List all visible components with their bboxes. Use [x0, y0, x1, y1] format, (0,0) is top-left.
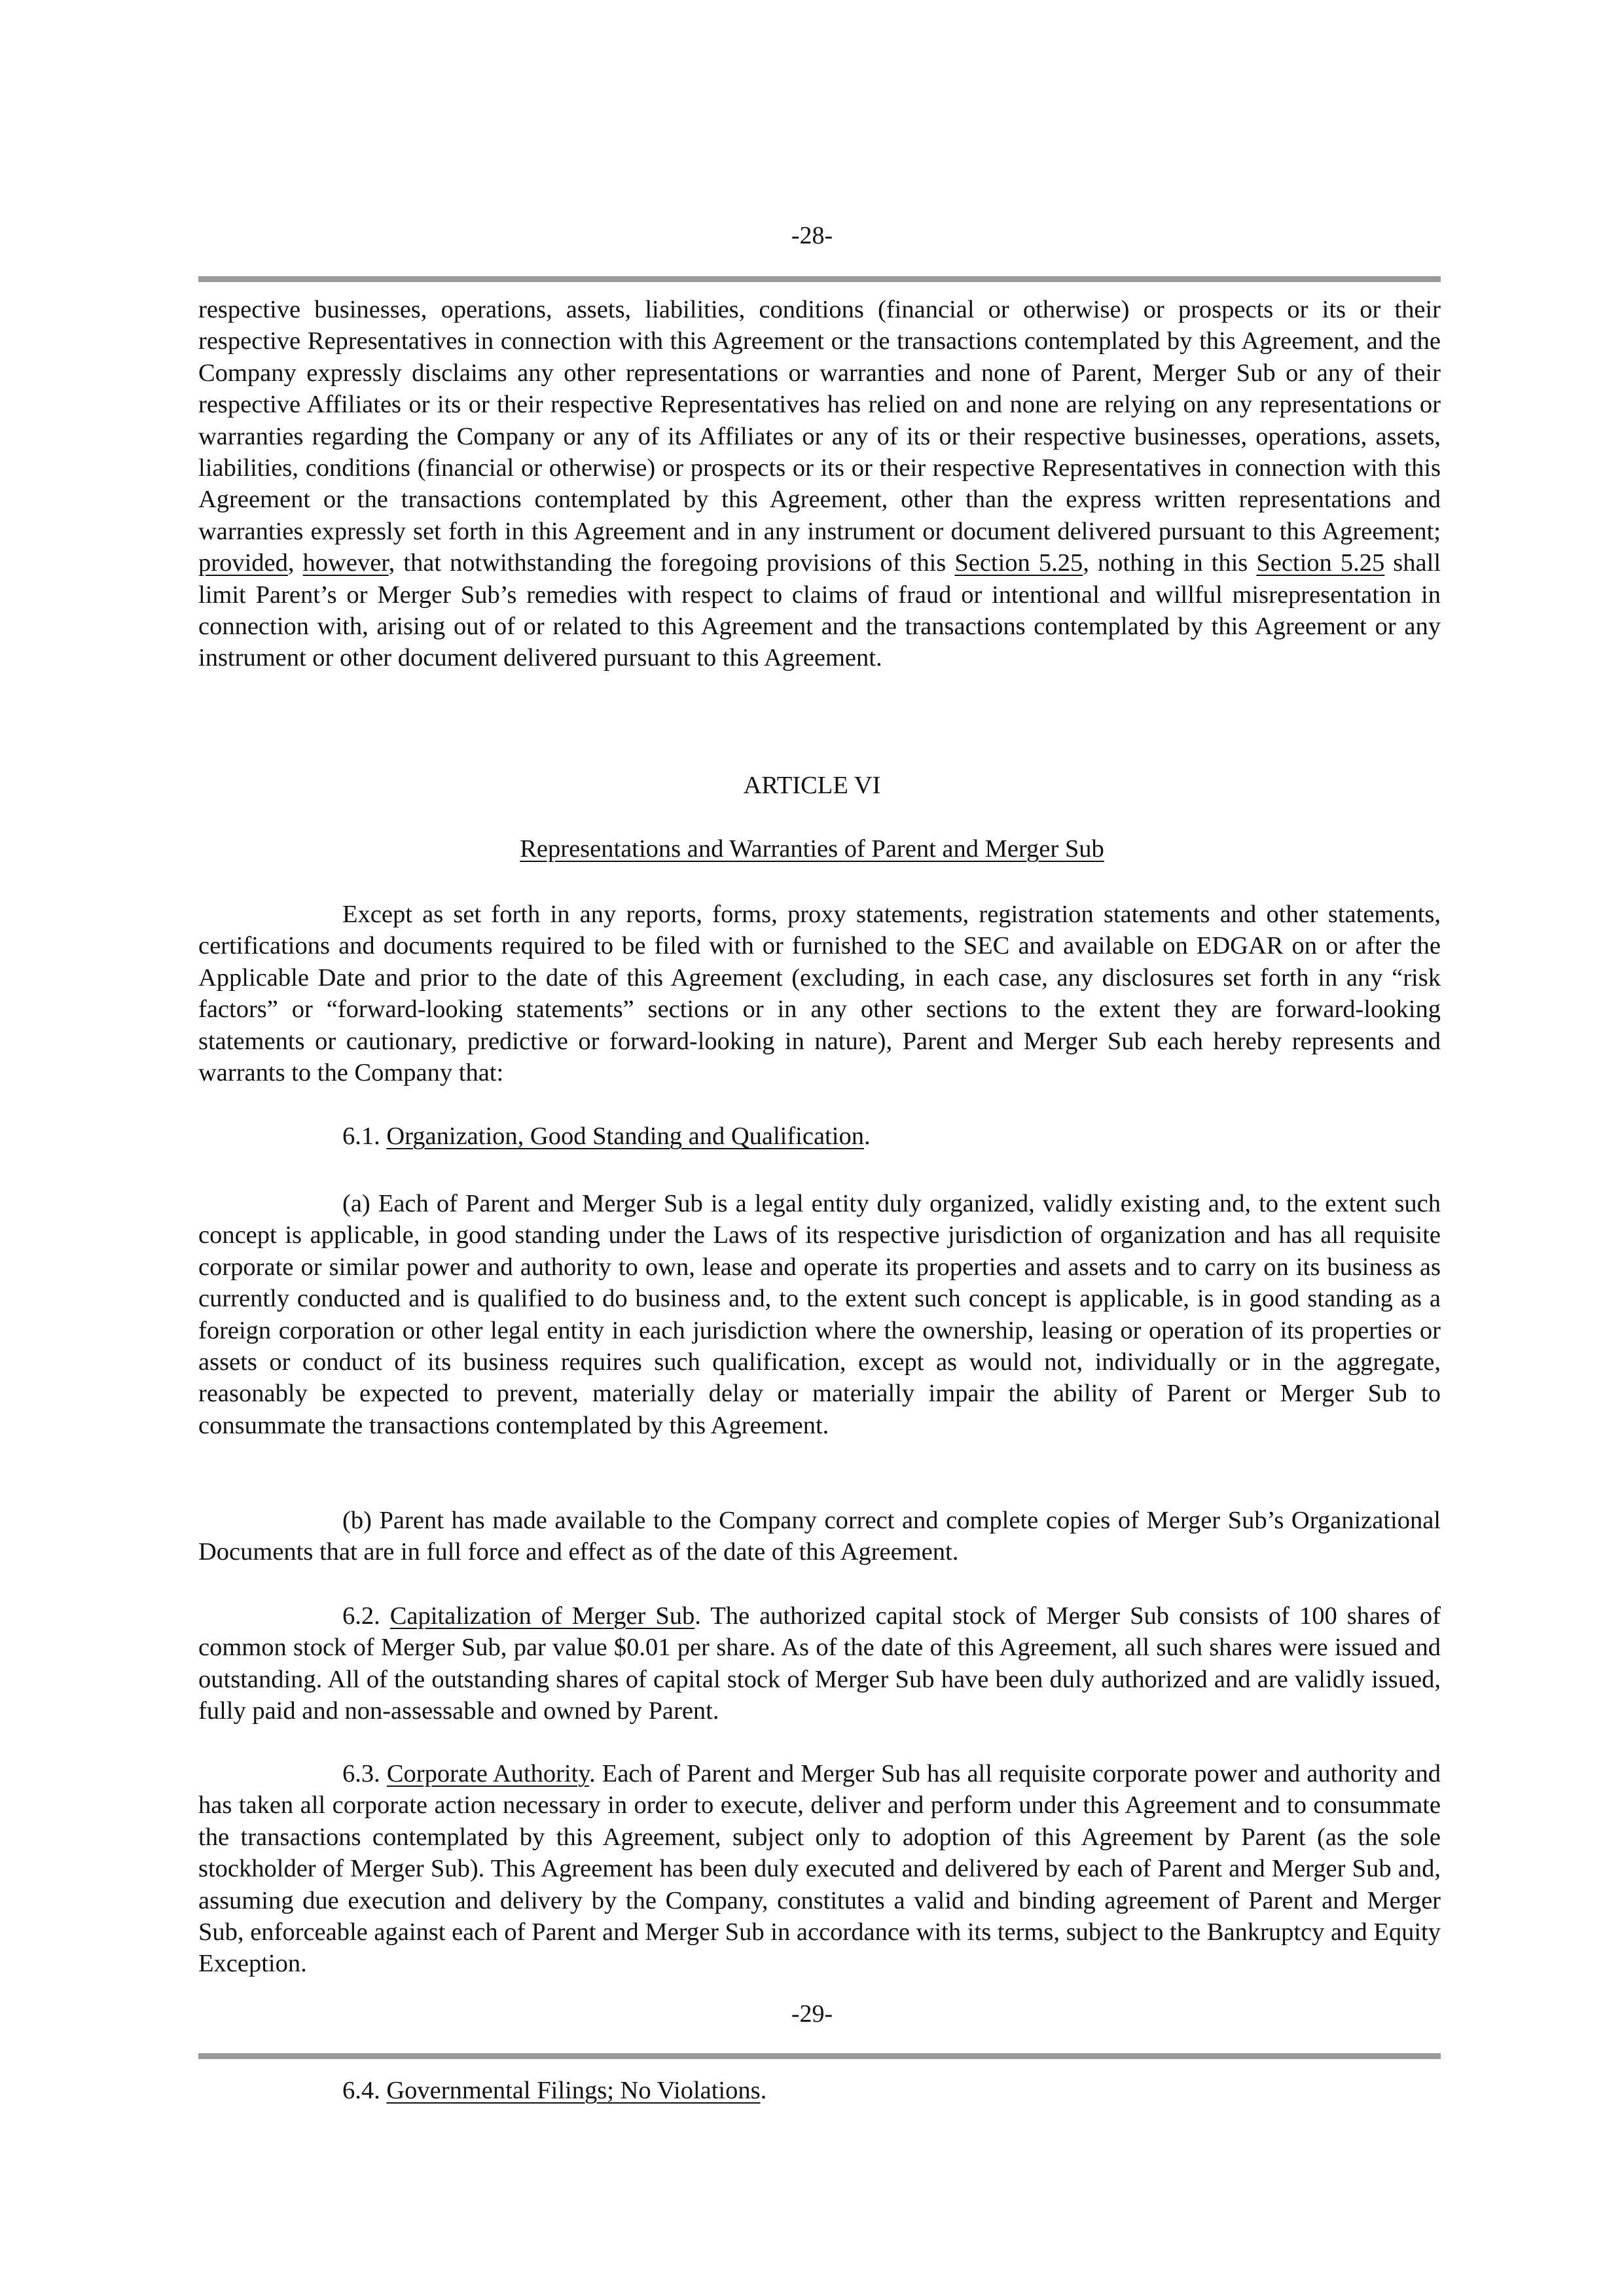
continuation-paragraph	[198, 294, 1441, 674]
section-title: Capitalization of Merger Sub	[389, 1602, 695, 1630]
section-6-1-a-paragraph: (a) Each of Parent and Merger Sub is a legal entity duly organized, validly existing and, to the extent such concept is applicable, in good standing under the Laws of its respective jurisdiction of organization and has all requisite corporate or similar power and authority to own, lease and operate its properties and assets and to carry on its business as currently conducted and is qualified to do business and, to the extent such concept is applicable, is in good standing as a foreign corporation or other legal entity in each jurisdiction where the ownership, leasing or operation of its properties or assets or conduct of its business requires such qualification, except as would not, individually or in the aggregate, reasonably be expected to prevent, materially delay or materially impair the ability of Parent or Merger Sub to consummate the transactions contemplated by this Agreement.	[198, 1190, 1441, 1439]
section-title: Governmental Filings; No Violations	[386, 2077, 761, 2104]
section-number: 6.1.	[342, 1122, 387, 1150]
section-number: 6.2.	[342, 1602, 390, 1630]
section-6-4-heading	[342, 2075, 767, 2106]
section-number: 6.3.	[342, 1760, 387, 1787]
article-title	[0, 833, 1624, 865]
page-separator-rule-top	[198, 276, 1441, 282]
section-reference-link[interactable]: Section 5.25	[1256, 549, 1385, 577]
page-number-29: -29-	[791, 2000, 833, 2028]
continuation-text-3: , nothing in this	[1083, 549, 1257, 577]
section-6-2-paragraph	[198, 1600, 1441, 1727]
section-period: .	[760, 2077, 767, 2104]
section-reference-link[interactable]: Section 5.25	[954, 549, 1083, 577]
provided-term: provided	[198, 549, 288, 577]
section-body: . Each of Parent and Merger Sub has all requisite corporate power and authority and has taken all corporate action necessary in order to execute, deliver and perform under this Agreement and to consummate the transactions contemplated by this Agreement, subject only to adoption of this Agreement by Parent (as the sole stockholder of Merger Sub). This Agreement has been duly executed and delivered by each of Parent and Merger Sub and, assuming due execution and delivery by the Company, constitutes a valid and binding agreement of Parent and Merger Sub, enforceable against each of Parent and Merger Sub in accordance with its terms, subject to the Bankruptcy and Equity Exception.	[198, 1760, 1441, 1978]
section-6-1-heading	[342, 1121, 871, 1152]
section-number: 6.4.	[342, 2077, 387, 2104]
section-title: Corporate Authority	[386, 1760, 590, 1787]
section-6-3-paragraph	[198, 1758, 1441, 1980]
continuation-text-1: respective businesses, operations, assets, liabilities, conditions (financial or otherwise) or prospects or its or their respective Representatives in connection with this Agreement or the transactions contemplated by this Agreement, and the Company expressly disclaims any other representations or warranties and none of Parent, Merger Sub or any of their respective Affiliates or its or their respective Representatives has relied on and none are relying on any representations or warranties regarding the Company or any of its Affiliates or any of its or their respective businesses, operations, assets, liabilities, conditions (financial or otherwise) or prospects or its or their respective Representatives in connection with this Agreement or the transactions contemplated by this Agreement, other than the express written representations and warranties expressly set forth in this Agreement and in any instrument or document delivered pursuant to this Agreement;	[198, 296, 1441, 545]
section-6-1-b-paragraph: (b) Parent has made available to the Company correct and complete copies of Merger Sub’s Organizational Documents that are in full force and effect as of the date of this Agreement.	[198, 1507, 1441, 1566]
section-title: Organization, Good Standing and Qualification	[386, 1122, 864, 1150]
page-separator-rule-bottom	[198, 2053, 1441, 2059]
however-term: however	[302, 549, 389, 577]
section-body: . The authorized capital stock of Merger Sub consists of 100 shares of common stock of Merger Sub, par value $0.01 per share. As of the date of this Agreement, all such shares were issued and outstanding. All of the outstanding shares of capital stock of Merger Sub have been duly authorized and are validly issued, fully paid and non-assessable and owned by Parent.	[198, 1602, 1441, 1725]
article-heading: ARTICLE VI	[743, 772, 881, 799]
continuation-text-2: , that notwithstanding the foregoing provisions of this	[388, 549, 955, 577]
article-title-text: Representations and Warranties of Parent and Merger Sub	[520, 835, 1104, 863]
comma: ,	[287, 549, 303, 577]
page-number-28: -28-	[791, 222, 833, 249]
section-period: .	[863, 1122, 871, 1150]
article-intro-paragraph: Except as set forth in any reports, forms, proxy statements, registration statements and other statements, certifications and documents required to be filed with or furnished to the SEC and available on EDGAR on or after the Applicable Date and prior to the date of this Agreement (excluding, in each case, any disclosures set forth in any “risk factors” or “forward-looking statements” sections or in any other sections to the extent they are forward-looking statements or cautionary, predictive or forward-looking in nature), Parent and Merger Sub each hereby represents and warrants to the Company that:	[198, 901, 1441, 1087]
continuation-text-4: shall limit Parent’s or Merger Sub’s remedies with respect to claims of fraud or intentional and willful misrepresentation in connection with, arising out of or related to this Agreement and the transactions contemplated by this Agreement or any instrument or other document delivered pursuant to this Agreement.	[198, 549, 1441, 672]
